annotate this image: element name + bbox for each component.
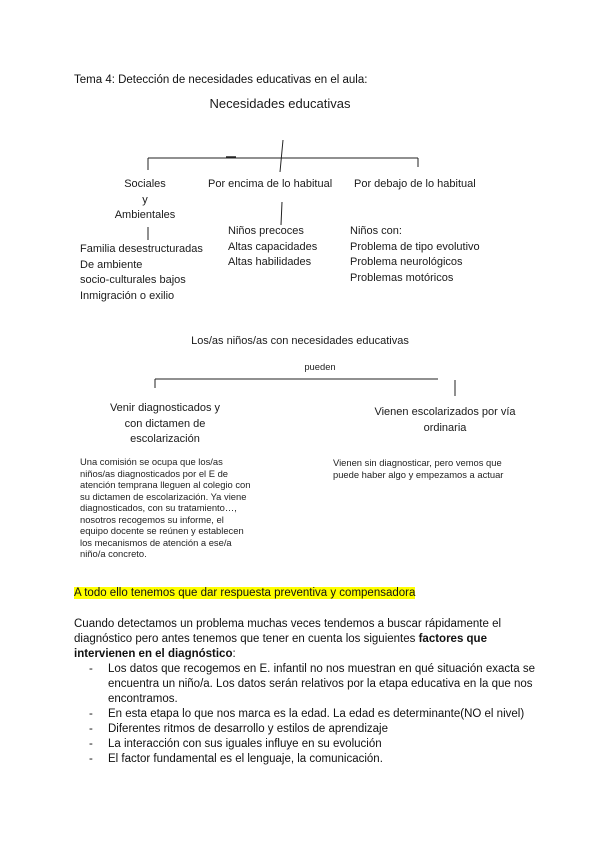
list-item: Problema neurológicos <box>350 256 463 268</box>
diagram2-title: Los/as niños/as con necesidades educativas <box>191 335 409 347</box>
highlight-sentence: A todo ello tenemos que dar respuesta preventiva y compensadora <box>74 587 416 599</box>
factors-list <box>75 662 535 767</box>
list-item: Altas habilidades <box>228 256 312 268</box>
right-branch-description: Vienen sin diagnosticar, pero vemos que puede haber algo y empezamos a actuar <box>333 457 504 480</box>
intro-line: diagnóstico pero antes tenemos que tener en cuenta los siguientes factores que <box>74 633 487 645</box>
factors-section <box>74 617 535 767</box>
branch-social-label: Sociales y Ambientales <box>114 178 176 221</box>
list-item: - La interacción con sus iguales influye en su evolución <box>75 737 535 752</box>
topic-heading: Tema 4: Detección de necesidades educativas en el aula: <box>74 74 368 86</box>
list-item: Familia desestructuradas <box>80 243 203 255</box>
branch-above-items <box>228 224 317 271</box>
intro-line: intervienen en el diagnóstico: <box>74 648 236 660</box>
branch-below-label: Por debajo de lo habitual <box>354 178 476 190</box>
list-item: Problemas motóricos <box>350 271 454 284</box>
branch-social-items <box>80 242 203 304</box>
connector-label: pueden <box>304 361 336 372</box>
branch-above-label: Por encima de lo habitual <box>208 178 333 190</box>
list-item: - En esta etapa lo que nos marca es la edad. La edad es determinante(NO el nivel) <box>75 707 535 722</box>
diagram-title: Necesidades educativas <box>209 96 351 111</box>
left-branch-label: Venir diagnosticados y con dictamen de escolarización <box>109 402 221 445</box>
list-item: socio-culturales bajos <box>80 274 186 286</box>
list-item: Niños precoces <box>228 225 304 237</box>
list-item: Problema de tipo evolutivo <box>350 240 480 253</box>
right-branch-label: Vienen escolarizados por vía ordinaria <box>374 406 516 434</box>
list-item: Altas capacidades <box>228 240 318 253</box>
list-item: Niños con: <box>350 225 402 237</box>
intro-line: Cuando detectamos un problema muchas veces tendemos a buscar rápidamente el <box>74 618 502 630</box>
left-branch-description: Una comisión se ocupa que los/as niños/as diagnosticados por el E de atención temprana lleguen al colegio con su dictamen de escolarización. Ya viene diagnosticados, con su tratamiento…, nosotros recogemos su informe, el equipo docente se reúnen y establecen los mecanismos de atención a ese/a niño/a concreto. <box>80 456 251 559</box>
list-item: - Los datos que recogemos en E. infantil no nos muestran en qué situación exacta se encuentra un niño/a. Los datos serán relativos por la etapa educativa en la que nos encontramos. <box>75 662 535 707</box>
list-item: - El factor fundamental es el lenguaje, la comunicación. <box>75 752 535 767</box>
list-item: - Diferentes ritmos de desarrollo y estilos de aprendizaje <box>75 722 535 737</box>
list-item: De ambiente <box>80 258 143 271</box>
branch-below-items <box>350 224 480 286</box>
list-item: Inmigración o exilio <box>80 289 175 302</box>
